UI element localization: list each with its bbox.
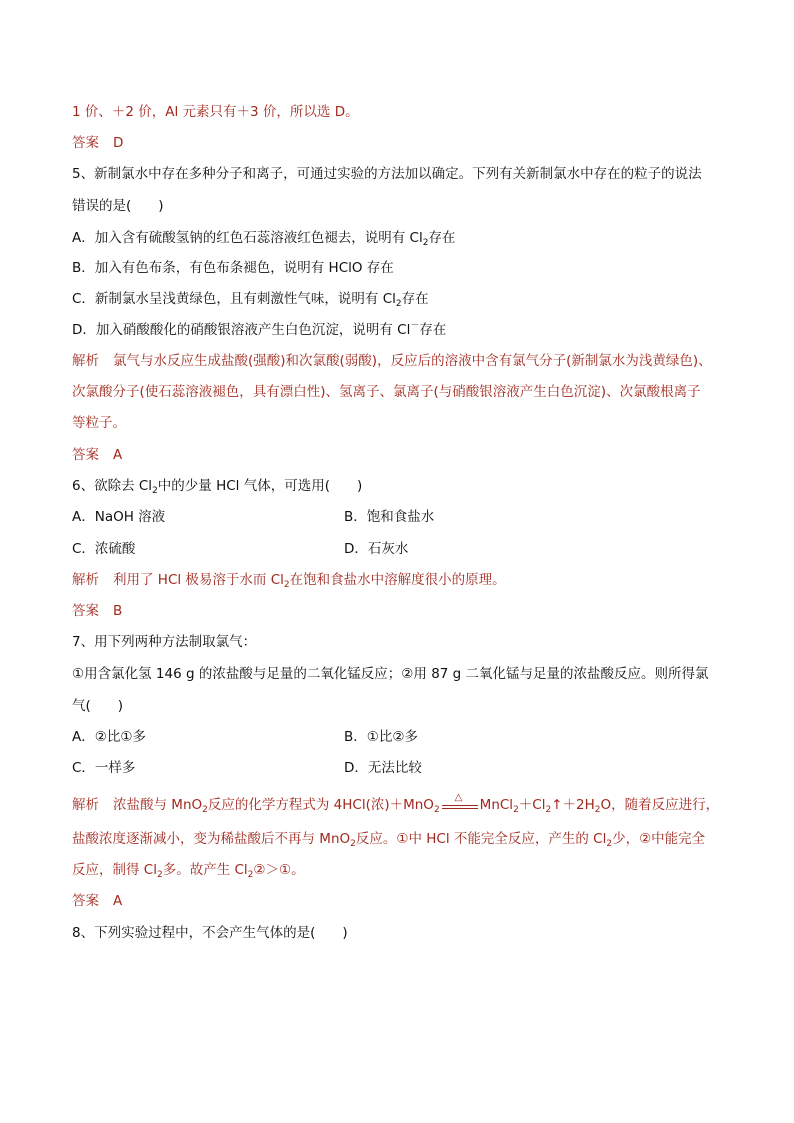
answer-label: 答案 (72, 135, 99, 151)
q5-analysis-line3: 等粒子。 (72, 415, 126, 431)
q7-option-b[interactable]: B．①比②多 (344, 729, 418, 745)
q7-analysis-line2: 盐酸浓度逐渐减小，变为稀盐酸后不再与 MnO$_2$反应。①中 HCl 不能完全反应，产生的 $Cl_2$少，②中能完全 (72, 831, 706, 849)
q5-stem-line2: 错误的是( ) (72, 198, 164, 214)
q6-option-b[interactable]: B．饱和食盐水 (344, 509, 435, 525)
heat-triangle-icon: △ (454, 792, 463, 803)
q5-option-c[interactable]: C．新制氯水呈浅黄绿色，且有刺激性气味，说明有 $Cl_2$存在 (72, 291, 429, 309)
q7-stem-line3: 气( ) (72, 698, 124, 714)
q7-analysis-line1: 解析 浓盐酸与 MnO$_2$反应的化学方程式为 4HCl(浓)＋MnO$_2$ △ $MnCl_2+Cl_2↑+2H_2O$，随着反应进行， (72, 792, 720, 815)
q5-answer (72, 445, 122, 465)
prev-explanation-tail: 1 价、＋2 价，Al 元素只有＋3 价，所以选 D。 (72, 104, 359, 120)
answer-value: A (113, 893, 123, 909)
q5-option-a[interactable]: A．加入含有硫酸氢钠的红色石蕊溶液红色褪去，说明有 $Cl_2$存在 (72, 230, 456, 248)
q6-answer (72, 601, 122, 621)
answer-label: 答案 (72, 603, 99, 619)
answer-value: D (113, 135, 124, 151)
analysis-label: 解析 (72, 353, 99, 369)
q5-analysis-line1: 解析 氯气与水反应生成盐酸(强酸)和次氯酸(弱酸)，反应后的溶液中含有氯气分子(新制氯水为浅黄绿色)、 (72, 353, 712, 369)
q6-stem: 6、欲除去 $Cl_2$中的少量 HCl 气体，可选用( ) (72, 478, 363, 496)
answer-value: B (113, 603, 123, 619)
prev-answer (72, 133, 123, 153)
q5-option-d[interactable]: D．加入硝酸酸化的硝酸银溶液产生白色沉淀，说明有 Cl－存在 (72, 321, 447, 338)
q5-analysis-line2: 次氯酸分子(使石蕊溶液褪色，具有漂白性)、氢离子、氯离子(与硝酸银溶液产生白色沉淀)、次氯酸根离子 (72, 384, 701, 400)
heat-equals-sign (442, 792, 478, 815)
q7-option-a[interactable]: A．②比①多 (72, 729, 146, 745)
q6-option-c[interactable]: C．浓硫酸 (72, 541, 136, 557)
q7-stem-line2: ①用含氯化氢 146 g 的浓盐酸与足量的二氧化锰反应；②用 87 g 二氧化锰与足量的浓盐酸反应。则所得氯 (72, 666, 709, 682)
q7-option-d[interactable]: D．无法比较 (344, 760, 422, 776)
answer-label: 答案 (72, 447, 99, 463)
q6-analysis: 解析 利用了 HCl 极易溶于水而 $Cl_2$在饱和食盐水中溶解度很小的原理。 (72, 572, 506, 590)
q7-answer (72, 891, 122, 911)
analysis-label: 解析 (72, 572, 99, 588)
answer-value: A (113, 447, 123, 463)
q8-stem: 8、下列实验过程中，不会产生气体的是( ) (72, 925, 348, 941)
analysis-label: 解析 (72, 797, 99, 813)
answer-label: 答案 (72, 893, 99, 909)
q7-analysis-line3: 反应，制得 $Cl_2$多。故产生 $Cl_2②>①$。 (72, 862, 305, 880)
q7-stem-line1: 7、用下列两种方法制取氯气： (72, 634, 257, 650)
q5-stem-line1: 5、新制氯水中存在多种分子和离子，可通过实验的方法加以确定。下列有关新制氯水中存在的粒子的说法 (72, 166, 702, 182)
q5-option-b[interactable]: B．加入有色布条，有色布条褪色，说明有 HClO 存在 (72, 260, 394, 276)
q6-option-d[interactable]: D．石灰水 (344, 541, 409, 557)
q6-option-a[interactable]: A．NaOH 溶液 (72, 509, 166, 525)
q7-option-c[interactable]: C．一样多 (72, 760, 136, 776)
